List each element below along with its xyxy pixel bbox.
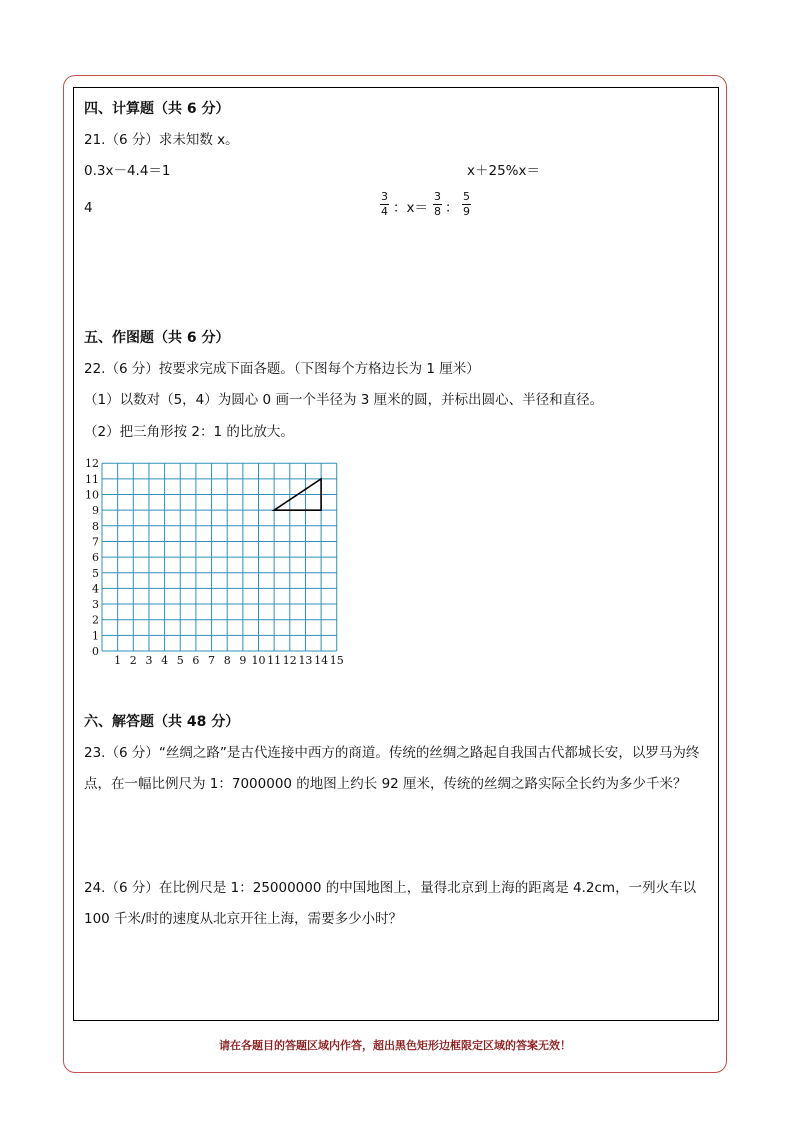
footer-warning: 请在各题目的答题区域内作答，超出黑色矩形边框限定区域的答案无效！ — [219, 1039, 571, 1052]
y-axis-tick-label: 9 — [92, 504, 99, 518]
question-22-part-2: （2）把三角形按 2：1 的比放大。 — [84, 424, 294, 440]
fraction-numerator: 3 — [381, 190, 388, 203]
section6-title: 六、解答题（共 48 分） — [84, 714, 240, 730]
fraction-denominator: 8 — [434, 205, 441, 218]
y-axis-tick-label: 7 — [92, 535, 99, 549]
x-axis-tick-label: 9 — [239, 654, 247, 667]
x-axis-tick-label: 7 — [208, 654, 216, 667]
fraction-numerator: 3 — [434, 190, 441, 203]
x-axis-tick-label: 15 — [329, 654, 344, 667]
question-22-part-1: （1）以数对（5，4）为圆心 0 画一个半径为 3 厘米的圆，并标出圆心、半径和直径。 — [84, 392, 604, 408]
x-axis-tick-label: 5 — [176, 654, 184, 667]
y-axis-tick-label: 3 — [92, 598, 99, 612]
y-axis-tick-label: 1 — [92, 629, 99, 643]
y-axis-tick-label: 4 — [92, 582, 99, 596]
fraction-numerator: 5 — [463, 190, 470, 203]
fraction-denominator: 4 — [381, 205, 388, 218]
y-axis-tick-label: 8 — [92, 519, 99, 533]
question-22: 22.（6 分）按要求完成下面各题。（下图每个方格边长为 1 厘米） — [84, 361, 480, 377]
y-axis-tick-label: 11 — [85, 472, 99, 486]
y-axis-tick-label: 0 — [92, 645, 99, 658]
question-23: 23.（6 分）“丝绸之路”是古代连接中西方的商道。传统的丝绸之路起自我国古代都城长安，以罗马为终点，在一幅比例尺为 1：7000000 的地图上约长 92 厘米，传统的丝绸之路实际全长约为多少千米？ — [84, 745, 700, 792]
x-axis-tick-label: 6 — [192, 654, 200, 667]
x-axis-tick-label: 3 — [145, 654, 153, 667]
question-21: 21.（6 分）求未知数 x。 — [84, 132, 239, 148]
equation-1: 0.3x－4.4＝1 — [84, 163, 171, 179]
section4-title: 四、计算题（共 6 分） — [84, 101, 230, 117]
x-axis-tick-label: 14 — [314, 654, 329, 667]
y-axis-tick-label: 6 — [92, 551, 99, 565]
x-axis-tick-label: 13 — [298, 654, 313, 667]
question-24: 24.（6 分）在比例尺是 1：25000000 的中国地图上，量得北京到上海的距离是 4.2cm，一列火车以 100 千米/时的速度从北京开往上海，需要多少小时？ — [84, 880, 697, 927]
x-axis-tick-label: 2 — [129, 654, 137, 667]
x-axis-tick-label: 10 — [251, 654, 266, 667]
y-axis-tick-label: 2 — [92, 613, 99, 627]
equation-2-continued: 4 — [84, 200, 93, 216]
x-axis-tick-label: 11 — [267, 654, 282, 667]
equation-3-middle: ：x＝ — [393, 200, 428, 216]
equation-2: x＋25%x＝ — [467, 163, 540, 179]
coordinate-grid — [80, 452, 360, 672]
fraction-5-9 — [462, 191, 471, 218]
fraction-3-8 — [433, 191, 442, 218]
x-axis-tick-label: 8 — [223, 654, 231, 667]
y-axis-tick-label: 10 — [85, 488, 99, 502]
fraction-denominator: 9 — [463, 205, 470, 218]
equation-3-colon: ： — [445, 200, 459, 216]
y-axis-tick-label: 5 — [92, 566, 99, 580]
section5-title: 五、作图题（共 6 分） — [84, 330, 230, 346]
y-axis-tick-label: 12 — [85, 457, 99, 471]
x-axis-tick-label: 12 — [282, 654, 297, 667]
fraction-3-4 — [380, 191, 389, 218]
x-axis-tick-label: 1 — [114, 654, 122, 667]
x-axis-tick-label: 4 — [161, 654, 169, 667]
